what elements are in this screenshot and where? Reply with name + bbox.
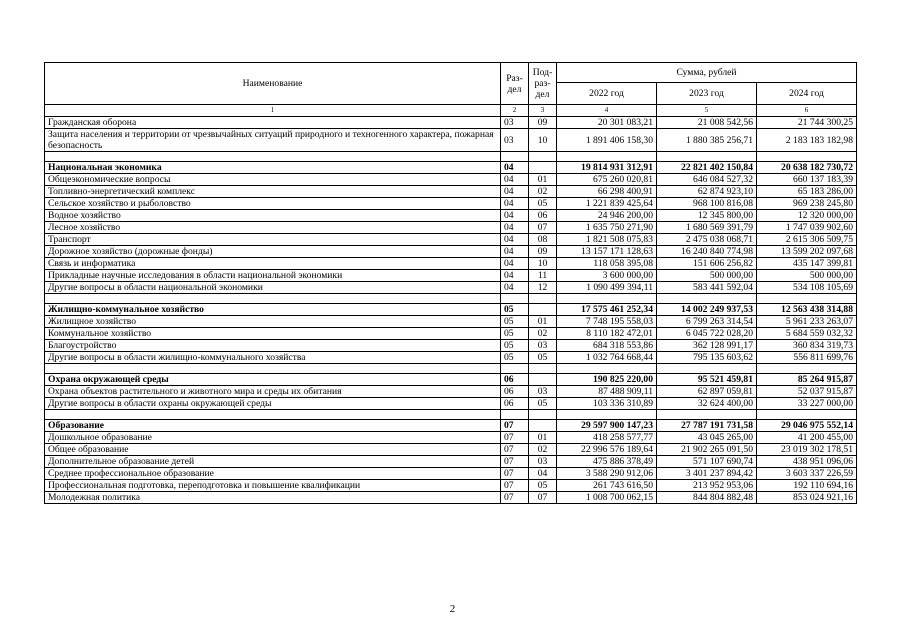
header-podrazdel: Под- раз- дел (529, 63, 557, 105)
name-cell: Среднее профессиональное образование (45, 468, 501, 480)
sum-2022-cell: 13 157 171 128,63 (557, 246, 657, 258)
razdel-cell: 07 (501, 480, 529, 492)
podrazdel-cell: 02 (529, 444, 557, 456)
sum-2024-cell: 5 961 233 263,07 (757, 316, 857, 328)
sum-2024-cell: 23 019 302 178,51 (757, 444, 857, 456)
podrazdel-cell: 11 (529, 270, 557, 282)
name-cell: Связь и информатика (45, 258, 501, 270)
table-row (45, 246, 857, 258)
razdel-cell: 05 (501, 352, 529, 364)
section-row (45, 304, 857, 316)
sum-2022-cell: 3 600 000,00 (557, 270, 657, 282)
podrazdel-cell: 03 (529, 456, 557, 468)
sum-2023-cell: 62 897 059,81 (657, 386, 757, 398)
podrazdel-cell (529, 374, 557, 386)
name-cell: Охрана окружающей среды (45, 374, 501, 386)
name-cell: Прикладные научные исследования в области национальной экономики (45, 270, 501, 282)
table-row (45, 186, 857, 198)
podrazdel-cell: 10 (529, 129, 557, 152)
table-row (45, 432, 857, 444)
header-name: Наименование (45, 63, 501, 105)
empty-cell (657, 364, 757, 374)
empty-cell (557, 364, 657, 374)
podrazdel-cell: 04 (529, 468, 557, 480)
empty-cell (557, 152, 657, 162)
sum-2022-cell: 1 008 700 062,15 (557, 492, 657, 504)
razdel-cell: 07 (501, 420, 529, 432)
table-row (45, 456, 857, 468)
table-row (45, 316, 857, 328)
index-cell: 1 (45, 105, 501, 117)
table-row (45, 386, 857, 398)
sum-2023-cell: 3 401 237 894,42 (657, 468, 757, 480)
sum-2024-cell: 192 110 694,16 (757, 480, 857, 492)
sum-2023-cell: 6 045 722 028,20 (657, 328, 757, 340)
razdel-cell: 06 (501, 398, 529, 410)
table-row (45, 492, 857, 504)
table-row (45, 222, 857, 234)
sum-2022-cell: 1 821 508 075,83 (557, 234, 657, 246)
name-cell: Топливно-энергетический комплекс (45, 186, 501, 198)
sum-2023-cell: 571 107 690,74 (657, 456, 757, 468)
sum-2024-cell: 2 183 183 182,98 (757, 129, 857, 152)
name-cell: Дорожное хозяйство (дорожные фонды) (45, 246, 501, 258)
razdel-cell: 07 (501, 468, 529, 480)
sum-2024-cell: 969 238 245,80 (757, 198, 857, 210)
sum-2022-cell: 1 891 406 158,30 (557, 129, 657, 152)
razdel-cell: 04 (501, 270, 529, 282)
razdel-cell: 04 (501, 174, 529, 186)
empty-cell (45, 364, 501, 374)
empty-cell (757, 294, 857, 304)
empty-cell (557, 294, 657, 304)
table-row (45, 352, 857, 364)
sum-2023-cell: 583 441 592,04 (657, 282, 757, 294)
razdel-cell: 07 (501, 444, 529, 456)
sum-2022-cell: 418 258 577,77 (557, 432, 657, 444)
sum-2023-cell: 844 804 882,48 (657, 492, 757, 504)
empty-cell (501, 410, 529, 420)
podrazdel-cell: 06 (529, 210, 557, 222)
empty-cell (529, 152, 557, 162)
sum-2024-cell: 29 046 975 552,14 (757, 420, 857, 432)
empty-cell (757, 364, 857, 374)
podrazdel-cell: 05 (529, 352, 557, 364)
name-cell: Дошкольное образование (45, 432, 501, 444)
table-row (45, 328, 857, 340)
podrazdel-cell: 10 (529, 258, 557, 270)
name-cell: Общеэкономические вопросы (45, 174, 501, 186)
index-cell: 5 (657, 105, 757, 117)
podrazdel-cell (529, 162, 557, 174)
empty-cell (45, 294, 501, 304)
empty-cell (501, 152, 529, 162)
podrazdel-cell (529, 304, 557, 316)
name-cell: Сельское хозяйство и рыболовство (45, 198, 501, 210)
sum-2024-cell: 2 615 306 509,75 (757, 234, 857, 246)
spacer-row (45, 364, 857, 374)
podrazdel-cell: 12 (529, 282, 557, 294)
name-cell: Жилищное хозяйство (45, 316, 501, 328)
sum-2023-cell: 21 008 542,56 (657, 117, 757, 129)
index-cell: 3 (529, 105, 557, 117)
podrazdel-cell (529, 420, 557, 432)
empty-cell (757, 152, 857, 162)
sum-2022-cell: 190 825 220,00 (557, 374, 657, 386)
sum-2023-cell: 1 880 385 256,71 (657, 129, 757, 152)
sum-2024-cell: 65 183 286,00 (757, 186, 857, 198)
podrazdel-cell: 08 (529, 234, 557, 246)
razdel-cell: 04 (501, 246, 529, 258)
name-cell: Профессиональная подготовка, переподготовка и повышение квалификации (45, 480, 501, 492)
sum-2024-cell: 41 200 455,00 (757, 432, 857, 444)
spacer-row (45, 152, 857, 162)
razdel-cell: 04 (501, 258, 529, 270)
sum-2022-cell: 17 575 461 252,34 (557, 304, 657, 316)
sum-2024-cell: 33 227 000,00 (757, 398, 857, 410)
razdel-cell: 07 (501, 432, 529, 444)
header-year-2022: 2022 год (557, 83, 657, 105)
podrazdel-cell: 02 (529, 186, 557, 198)
page-number: 2 (449, 603, 456, 615)
sum-2022-cell: 3 588 290 912,06 (557, 468, 657, 480)
table-row (45, 129, 857, 152)
column-index-row (45, 105, 857, 117)
sum-2023-cell: 151 606 256,82 (657, 258, 757, 270)
table-row (45, 444, 857, 456)
index-cell: 4 (557, 105, 657, 117)
sum-2023-cell: 62 874 923,10 (657, 186, 757, 198)
razdel-cell: 05 (501, 328, 529, 340)
budget-table (44, 62, 857, 504)
sum-2024-cell: 85 264 915,87 (757, 374, 857, 386)
podrazdel-cell: 09 (529, 117, 557, 129)
razdel-cell: 06 (501, 374, 529, 386)
sum-2022-cell: 22 996 576 189,64 (557, 444, 657, 456)
sum-2022-cell: 1 090 499 394,11 (557, 282, 657, 294)
razdel-cell: 04 (501, 210, 529, 222)
name-cell: Жилищно-коммунальное хозяйство (45, 304, 501, 316)
podrazdel-cell: 09 (529, 246, 557, 258)
sum-2022-cell: 118 058 395,08 (557, 258, 657, 270)
razdel-cell: 04 (501, 186, 529, 198)
name-cell: Дополнительное образование детей (45, 456, 501, 468)
empty-cell (757, 410, 857, 420)
podrazdel-cell: 07 (529, 492, 557, 504)
name-cell: Охрана объектов растительного и животного мира и среды их обитания (45, 386, 501, 398)
podrazdel-cell: 05 (529, 198, 557, 210)
razdel-cell: 05 (501, 316, 529, 328)
sum-2023-cell: 968 100 816,08 (657, 198, 757, 210)
sum-2022-cell: 7 748 195 558,03 (557, 316, 657, 328)
razdel-cell: 04 (501, 162, 529, 174)
empty-cell (529, 364, 557, 374)
sum-2024-cell: 13 599 202 097,68 (757, 246, 857, 258)
sum-2024-cell: 853 024 921,16 (757, 492, 857, 504)
sum-2023-cell: 16 240 840 774,98 (657, 246, 757, 258)
razdel-cell: 04 (501, 198, 529, 210)
sum-2022-cell: 1 032 764 668,44 (557, 352, 657, 364)
name-cell: Другие вопросы в области охраны окружающей среды (45, 398, 501, 410)
sum-2022-cell: 19 814 931 312,91 (557, 162, 657, 174)
table-row (45, 234, 857, 246)
name-cell: Гражданская оборона (45, 117, 501, 129)
empty-cell (529, 410, 557, 420)
sum-2024-cell: 360 834 319,73 (757, 340, 857, 352)
sum-2023-cell: 2 475 038 068,71 (657, 234, 757, 246)
razdel-cell: 05 (501, 340, 529, 352)
empty-cell (657, 294, 757, 304)
table-row (45, 468, 857, 480)
table-row (45, 258, 857, 270)
sum-2022-cell: 87 488 909,11 (557, 386, 657, 398)
empty-cell (501, 364, 529, 374)
table-row (45, 480, 857, 492)
sum-2022-cell: 29 597 900 147,23 (557, 420, 657, 432)
header-year-2024: 2024 год (757, 83, 857, 105)
header-sum: Сумма, рублей (557, 63, 857, 83)
sum-2022-cell: 675 260 020,81 (557, 174, 657, 186)
sum-2022-cell: 66 298 400,91 (557, 186, 657, 198)
sum-2023-cell: 22 821 402 150,84 (657, 162, 757, 174)
sum-2023-cell: 43 045 265,00 (657, 432, 757, 444)
table-row (45, 174, 857, 186)
empty-cell (529, 294, 557, 304)
sum-2022-cell: 8 110 182 472,01 (557, 328, 657, 340)
sum-2022-cell: 684 318 553,86 (557, 340, 657, 352)
podrazdel-cell: 02 (529, 328, 557, 340)
sum-2023-cell: 27 787 191 731,58 (657, 420, 757, 432)
sum-2024-cell: 20 638 182 730,72 (757, 162, 857, 174)
podrazdel-cell: 07 (529, 222, 557, 234)
sum-2024-cell: 52 037 915,87 (757, 386, 857, 398)
table-row (45, 398, 857, 410)
sum-2023-cell: 12 345 800,00 (657, 210, 757, 222)
name-cell: Защита населения и территории от чрезвычайных ситуаций природного и техногенного характера, пожарная безопасность (45, 129, 501, 152)
sum-2023-cell: 95 521 459,81 (657, 374, 757, 386)
razdel-cell: 05 (501, 304, 529, 316)
razdel-cell: 03 (501, 129, 529, 152)
name-cell: Образование (45, 420, 501, 432)
empty-cell (557, 410, 657, 420)
name-cell: Лесное хозяйство (45, 222, 501, 234)
table-row (45, 117, 857, 129)
podrazdel-cell: 01 (529, 174, 557, 186)
sum-2023-cell: 500 000,00 (657, 270, 757, 282)
razdel-cell: 04 (501, 222, 529, 234)
razdel-cell: 04 (501, 282, 529, 294)
sum-2023-cell: 213 952 953,06 (657, 480, 757, 492)
sum-2023-cell: 362 128 991,17 (657, 340, 757, 352)
sum-2024-cell: 12 563 438 314,88 (757, 304, 857, 316)
sum-2023-cell: 32 624 400,00 (657, 398, 757, 410)
sum-2024-cell: 3 603 337 226,59 (757, 468, 857, 480)
spacer-row (45, 410, 857, 420)
razdel-cell: 04 (501, 234, 529, 246)
sum-2024-cell: 1 747 039 902,60 (757, 222, 857, 234)
podrazdel-cell: 05 (529, 398, 557, 410)
podrazdel-cell: 01 (529, 432, 557, 444)
name-cell: Молодежная политика (45, 492, 501, 504)
index-cell: 6 (757, 105, 857, 117)
name-cell: Благоустройство (45, 340, 501, 352)
spacer-row (45, 294, 857, 304)
table-row (45, 198, 857, 210)
table-row (45, 270, 857, 282)
podrazdel-cell: 01 (529, 316, 557, 328)
sum-2022-cell: 1 221 839 425,64 (557, 198, 657, 210)
razdel-cell: 06 (501, 386, 529, 398)
razdel-cell: 07 (501, 456, 529, 468)
sum-2023-cell: 14 002 249 937,53 (657, 304, 757, 316)
name-cell: Общее образование (45, 444, 501, 456)
podrazdel-cell: 05 (529, 480, 557, 492)
empty-cell (501, 294, 529, 304)
sum-2024-cell: 5 684 559 032,32 (757, 328, 857, 340)
name-cell: Национальная экономика (45, 162, 501, 174)
header-razdel: Раз- дел (501, 63, 529, 105)
sum-2023-cell: 21 902 265 091,50 (657, 444, 757, 456)
sum-2023-cell: 1 680 569 391,79 (657, 222, 757, 234)
section-row (45, 162, 857, 174)
razdel-cell: 03 (501, 117, 529, 129)
podrazdel-cell: 03 (529, 386, 557, 398)
sum-2024-cell: 660 137 183,39 (757, 174, 857, 186)
sum-2022-cell: 261 743 616,50 (557, 480, 657, 492)
sum-2022-cell: 1 635 750 271,90 (557, 222, 657, 234)
name-cell: Водное хозяйство (45, 210, 501, 222)
sum-2023-cell: 646 084 527,32 (657, 174, 757, 186)
empty-cell (45, 410, 501, 420)
sum-2024-cell: 21 744 300,25 (757, 117, 857, 129)
sum-2022-cell: 24 946 200,00 (557, 210, 657, 222)
sum-2024-cell: 435 147 399,81 (757, 258, 857, 270)
podrazdel-cell: 03 (529, 340, 557, 352)
sum-2022-cell: 20 301 083,21 (557, 117, 657, 129)
sum-2024-cell: 556 811 699,76 (757, 352, 857, 364)
sum-2023-cell: 795 135 603,62 (657, 352, 757, 364)
table-row (45, 210, 857, 222)
name-cell: Коммунальное хозяйство (45, 328, 501, 340)
table-row (45, 282, 857, 294)
razdel-cell: 07 (501, 492, 529, 504)
name-cell: Транспорт (45, 234, 501, 246)
section-row (45, 420, 857, 432)
empty-cell (45, 152, 501, 162)
sum-2022-cell: 475 886 378,49 (557, 456, 657, 468)
sum-2024-cell: 534 108 105,69 (757, 282, 857, 294)
header-year-2023: 2023 год (657, 83, 757, 105)
empty-cell (657, 410, 757, 420)
index-cell: 2 (501, 105, 529, 117)
empty-cell (657, 152, 757, 162)
sum-2023-cell: 6 799 263 314,54 (657, 316, 757, 328)
sum-2024-cell: 500 000,00 (757, 270, 857, 282)
table-row (45, 340, 857, 352)
name-cell: Другие вопросы в области жилищно-коммунального хозяйства (45, 352, 501, 364)
sum-2022-cell: 103 336 310,89 (557, 398, 657, 410)
sum-2024-cell: 12 320 000,00 (757, 210, 857, 222)
name-cell: Другие вопросы в области национальной экономики (45, 282, 501, 294)
section-row (45, 374, 857, 386)
sum-2024-cell: 438 951 096,06 (757, 456, 857, 468)
